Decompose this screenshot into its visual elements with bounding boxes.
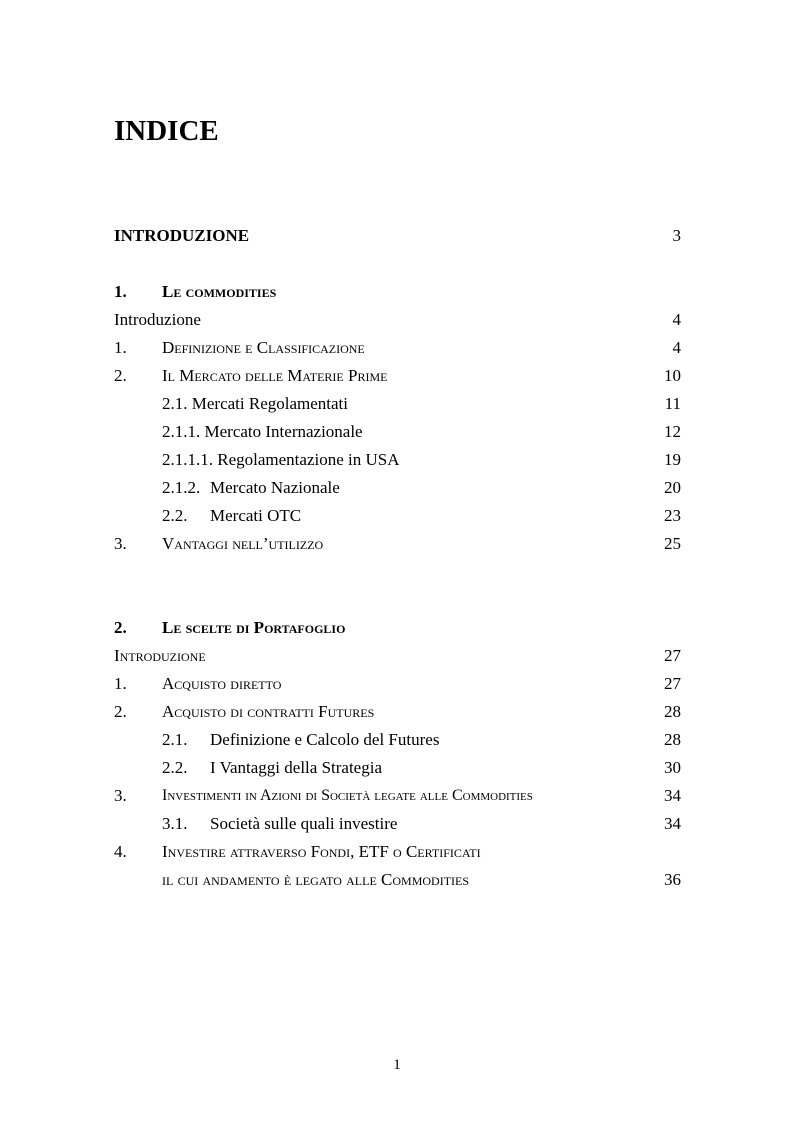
- toc-entry-ch1-s2[interactable]: [114, 365, 681, 387]
- toc-entry-label: Società sulle quali investire: [210, 814, 398, 833]
- toc-chapter-2[interactable]: [114, 617, 681, 639]
- toc-entry-label: Mercato Nazionale: [210, 478, 340, 497]
- toc-entry-ch1-s1[interactable]: [114, 337, 681, 359]
- toc-entry-page: 4: [672, 310, 681, 329]
- toc-entry-label: 2.1. Mercati Regolamentati: [162, 394, 348, 413]
- chapter-title: Le scelte di Portafoglio: [162, 618, 346, 637]
- toc-entry-page: 34: [664, 786, 681, 805]
- toc-entry-label: I Vantaggi della Strategia: [210, 758, 382, 777]
- toc-entry-ch1-s2-2[interactable]: [114, 505, 681, 527]
- toc-entry-number: 1.: [114, 338, 127, 357]
- toc-entry-label: Vantaggi nell’utilizzo: [162, 534, 324, 553]
- toc-entry-ch2-s1[interactable]: [114, 673, 681, 695]
- toc-entry-label: Investimenti in Azioni di Società legate alle Commodities: [162, 787, 533, 804]
- toc-entry-number: 2.: [114, 366, 127, 385]
- toc-entry-label: Acquisto di contratti Futures: [162, 702, 375, 721]
- toc-entry-number: 2.2.: [162, 506, 188, 525]
- toc-entry-ch2-s4[interactable]: [114, 841, 681, 863]
- toc-entry-page: 36: [664, 870, 681, 889]
- toc-entry-page: 20: [664, 478, 681, 497]
- toc-entry-number: 2.: [114, 702, 127, 721]
- toc-entry-label: INTRODUZIONE: [114, 226, 250, 245]
- toc-entry-label-continued: il cui andamento è legato alle Commodities: [162, 870, 470, 889]
- toc-entry-ch1-intro[interactable]: [114, 309, 681, 331]
- toc-entry-introduzione[interactable]: [114, 225, 681, 247]
- toc-entry-label: Definizione e Classificazione: [162, 338, 365, 357]
- toc-entry-ch2-s3-1[interactable]: [114, 813, 681, 835]
- toc-entry-page: 27: [664, 646, 681, 665]
- toc-entry-number: 3.: [114, 534, 127, 553]
- toc-entry-label: Acquisto diretto: [162, 674, 282, 693]
- toc-entry-page: 28: [664, 730, 681, 749]
- toc-entry-label: 2.1.1. Mercato Internazionale: [162, 422, 363, 441]
- toc-entry-page: 10: [664, 366, 681, 385]
- toc-entry-number: 2.1.: [162, 730, 188, 749]
- toc-entry-page: 3: [672, 226, 681, 245]
- toc-entry-ch2-s2-1[interactable]: [114, 729, 681, 751]
- chapter-number: 2.: [114, 618, 127, 637]
- toc-entry-label: 2.1.1.1. Regolamentazione in USA: [162, 450, 400, 469]
- toc-entry-ch1-s3[interactable]: [114, 533, 681, 555]
- page-title: INDICE: [114, 115, 219, 147]
- toc-entry-ch1-s2-1[interactable]: [114, 393, 681, 415]
- toc-entry-page: 27: [664, 674, 681, 693]
- toc-entry-ch1-s2-1-1-1[interactable]: [114, 449, 681, 471]
- toc-entry-ch2-intro[interactable]: [114, 645, 681, 667]
- toc-entry-ch1-s2-1-2[interactable]: [114, 477, 681, 499]
- toc-entry-page: 4: [672, 338, 681, 357]
- toc-entry-page: 11: [664, 394, 681, 413]
- toc-entry-page: 19: [664, 450, 681, 469]
- toc-entry-label: Definizione e Calcolo del Futures: [210, 730, 440, 749]
- toc-entry-page: 30: [664, 758, 681, 777]
- toc-entry-number: 4.: [114, 842, 127, 861]
- toc-entry-ch1-s2-1-1[interactable]: [114, 421, 681, 443]
- toc-entry-label: Mercati OTC: [210, 506, 302, 525]
- toc-entry-number: 3.: [114, 786, 127, 805]
- toc-entry-page: 25: [664, 534, 681, 553]
- toc-entry-number: 2.2.: [162, 758, 188, 777]
- toc-entry-ch2-s2-2[interactable]: [114, 757, 681, 779]
- toc-entry-ch2-s3[interactable]: [114, 785, 681, 807]
- toc-chapter-1[interactable]: [114, 281, 681, 303]
- chapter-number: 1.: [114, 282, 127, 301]
- toc-entry-page: 12: [664, 422, 681, 441]
- page-number: 1: [393, 1057, 401, 1073]
- toc-entry-label: Introduzione: [114, 646, 206, 665]
- chapter-title: Le commodities: [162, 282, 277, 301]
- toc-entry-page: 28: [664, 702, 681, 721]
- toc-entry-label: Investire attraverso Fondi, ETF o Certificati: [162, 842, 481, 861]
- toc-entry-page: 23: [664, 506, 681, 525]
- toc-entry-ch2-s4-cont[interactable]: [114, 869, 681, 891]
- toc-entry-number: 3.1.: [162, 814, 188, 833]
- toc-entry-number: 1.: [114, 674, 127, 693]
- toc-entry-number: 2.1.2.: [162, 478, 201, 497]
- toc-entry-label: Il Mercato delle Materie Prime: [162, 366, 388, 385]
- toc-entry-ch2-s2[interactable]: [114, 701, 681, 723]
- toc-entry-label: Introduzione: [114, 310, 201, 329]
- toc-entry-page: 34: [664, 814, 681, 833]
